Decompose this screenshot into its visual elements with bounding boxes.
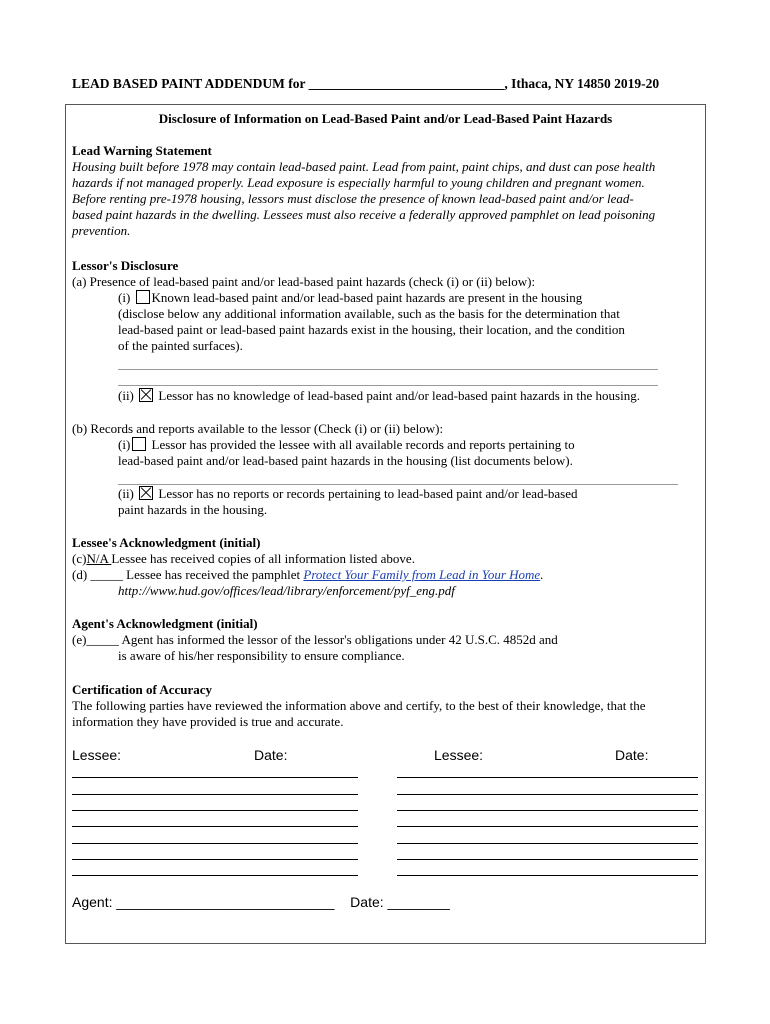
lead-warning-heading: Lead Warning Statement [72, 143, 212, 158]
lessor-disclosure-heading: Lessor's Disclosure [72, 258, 179, 273]
agent-label: Agent: [72, 894, 113, 910]
date-label-right: Date: [615, 747, 649, 763]
disclosure-line[interactable] [118, 369, 658, 370]
pamphlet-link[interactable]: Protect Your Family from Lead in Your Home [303, 567, 541, 582]
signature-line[interactable] [72, 826, 358, 827]
signature-line[interactable] [397, 810, 698, 811]
disclosure-heading: Disclosure of Information on Lead-Based Paint and/or Lead-Based Paint Hazards [158, 111, 613, 126]
agent-ack-heading: Agent's Acknowledgment (initial) [72, 616, 258, 631]
property-address-field[interactable]: _____________________________ [308, 76, 505, 91]
date-label-left: Date: [254, 747, 288, 763]
option-a-ii-prefix: (ii) [118, 388, 134, 403]
certification-line: information they have provided is true and accurate. [72, 714, 344, 729]
certification-heading: Certification of Accuracy [72, 682, 213, 697]
d-text: Lessee has received the pamphlet [126, 567, 304, 582]
option-b-i-line2: lead-based paint and/or lead-based paint hazards in the housing (list documents below). [118, 453, 573, 468]
agent-date-label: Date: [350, 894, 384, 910]
lead-warning-section [72, 143, 655, 239]
lead-warning-line: prevention. [72, 223, 131, 238]
checkbox-a-ii[interactable] [139, 388, 153, 402]
agent-signature-field[interactable]: ____________________________ [116, 894, 335, 910]
c-initial-field[interactable]: N/A [86, 551, 112, 566]
signature-line[interactable] [72, 843, 358, 844]
option-b-i-text: Lessor has provided the lessee with all available records and reports pertaining to [151, 437, 575, 452]
section-b-label: (b) Records and reports available to the lessor (Check (i) or (ii) below): [72, 421, 444, 436]
lead-warning-line: Before renting pre-1978 housing, lessors must disclose the presence of known lead-based paint and/or lead- [72, 191, 634, 206]
d-initial-field[interactable]: (d) _____ [72, 567, 127, 582]
lessee-label-left: Lessee: [72, 747, 122, 763]
section-a-label: (a) Presence of lead-based paint and/or lead-based paint hazards (check (i) or (ii) below): [72, 274, 536, 289]
lessee-ack-heading: Lessee's Acknowledgment (initial) [72, 535, 261, 550]
disclosure-line[interactable] [118, 385, 658, 386]
option-a-i [118, 290, 582, 306]
option-a-i-text: Known lead-based paint and/or lead-based paint hazards are present in the housing [151, 290, 583, 305]
c-text: Lessee has received copies of all information listed above. [111, 551, 415, 566]
signature-line[interactable] [72, 794, 358, 795]
signature-line[interactable] [397, 826, 698, 827]
checkbox-a-i[interactable] [136, 290, 150, 304]
signature-line[interactable] [72, 810, 358, 811]
signature-line[interactable] [72, 777, 358, 778]
lead-warning-line: hazards if not managed properly. Lead exposure is especially harmful to young children and pregnant women. [72, 175, 645, 190]
document-title [72, 76, 659, 92]
signature-line[interactable] [72, 875, 358, 876]
lessee-ack-c [72, 551, 415, 567]
e-text: Agent has informed the lessor of the lessor's obligations under 42 U.S.C. 4852d and [121, 632, 558, 647]
title-suffix: , Ithaca, NY 14850 2019-20 [504, 76, 660, 91]
lead-warning-line: based paint hazards in the dwelling. Lessees must also receive a federally approved pamphlet on lead poisoning [72, 207, 656, 222]
signature-line[interactable] [397, 859, 698, 860]
title-prefix: LEAD BASED PAINT ADDENDUM for [72, 76, 306, 91]
signature-line[interactable] [397, 794, 698, 795]
checkbox-b-i[interactable] [132, 437, 146, 451]
option-a-i-details [118, 306, 625, 354]
signature-line[interactable] [72, 859, 358, 860]
option-b-ii [118, 486, 578, 502]
signature-line[interactable] [397, 777, 698, 778]
option-b-ii-text: Lessor has no reports or records pertaining to lead-based paint and/or lead-based [158, 486, 578, 501]
lead-warning-line: Housing built before 1978 may contain lead-based paint. Lead from paint, paint chips, and dust can pose health [72, 159, 656, 174]
certification-line: The following parties have reviewed the information above and certify, to the best of their knowledge, that the [72, 698, 646, 713]
option-a-i-prefix: (i) [118, 290, 131, 305]
checkbox-b-ii[interactable] [139, 486, 153, 500]
option-a-ii-text: Lessor has no knowledge of lead-based paint and/or lead-based paint hazards in the housing. [158, 388, 640, 403]
signature-line[interactable] [397, 843, 698, 844]
agent-signature-row [72, 894, 450, 910]
option-a-i-line: lead-based paint or lead-based paint hazards exist in the housing, their location, and the condition [118, 322, 625, 337]
option-a-i-line: of the painted surfaces). [118, 338, 243, 353]
d-period: . [540, 567, 544, 582]
option-b-i-prefix: (i) [118, 437, 131, 452]
agent-ack-e [72, 632, 558, 648]
agent-ack-e-line2: is aware of his/her responsibility to ensure compliance. [118, 648, 405, 663]
lessee-label-right: Lessee: [434, 747, 484, 763]
documents-line[interactable] [118, 484, 678, 485]
pamphlet-url: http://www.hud.gov/offices/lead/library/enforcement/pyf_eng.pdf [118, 583, 455, 598]
lessee-ack-d [72, 567, 543, 583]
signature-line[interactable] [397, 875, 698, 876]
option-a-ii [118, 388, 640, 404]
agent-date-field[interactable]: ________ [387, 894, 450, 910]
option-a-i-line: (disclose below any additional information available, such as the basis for the determination that [118, 306, 620, 321]
option-b-ii-prefix: (ii) [118, 486, 134, 501]
e-initial-field[interactable]: (e)_____ [72, 632, 122, 647]
option-b-ii-line2: paint hazards in the housing. [118, 502, 268, 517]
c-prefix: (c) [72, 551, 87, 566]
option-b-i [118, 437, 575, 453]
